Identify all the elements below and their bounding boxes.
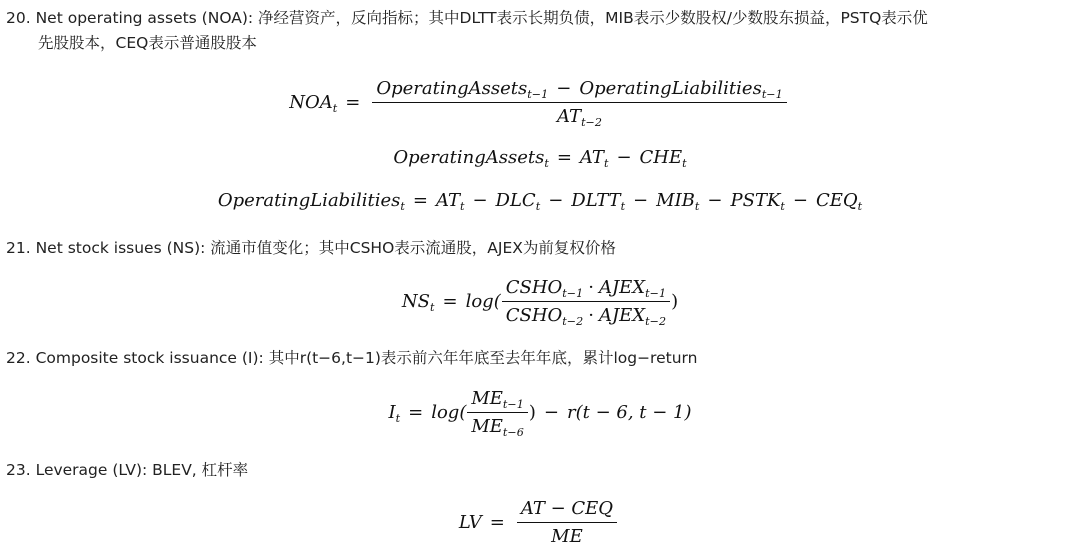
equals-sign: = <box>556 147 572 168</box>
equation-operating-assets <box>0 147 1080 168</box>
fraction-numerator: OperatingAssets$_{t-1}$ − OperatingLiabilities$_{t-1}$ <box>372 78 786 103</box>
eq-term: $MIB_t$ <box>656 190 700 213</box>
equation-noa <box>0 78 1080 127</box>
eq-lhs: $NOA_t$ <box>289 92 338 115</box>
log-function: log( <box>465 291 501 312</box>
log-function: log( <box>431 402 467 423</box>
eq-term: $PSTK_t$ <box>730 190 785 213</box>
fraction-denominator: ME <box>551 526 583 547</box>
fraction-denominator: $AT_{t-2}$ <box>557 106 603 129</box>
eq-term: $DLC_t$ <box>495 190 541 213</box>
item-21-title: 21. Net stock issues (NS): 流通市值变化；其中CSHO表示流通股，AJEX为前复权价格 <box>6 239 616 257</box>
equation-composite-issuance <box>0 388 1080 437</box>
minus-sign: − <box>543 402 559 423</box>
minus-sign: − <box>472 190 488 211</box>
fraction <box>372 78 786 127</box>
item-22-title: 22. Composite stock issuance (I): 其中r(t−6,t−1)表示前六年年底至去年年底，累计log−return <box>6 349 698 367</box>
fraction-numerator: $CSHO_{t-1}$ · $AJEX_{t-1}$ <box>502 277 670 302</box>
item-20-title <box>6 6 928 56</box>
equation-operating-liabilities <box>0 190 1080 211</box>
eq-term: $AT_t$ <box>435 190 465 213</box>
equals-sign: = <box>408 402 424 423</box>
minus-sign: − <box>548 190 564 211</box>
minus-sign: − <box>707 190 723 211</box>
minus-sign: − <box>633 190 649 211</box>
fraction <box>502 277 670 326</box>
fraction <box>517 498 617 547</box>
close-paren: ) <box>671 291 679 312</box>
fraction-denominator: $ME_{t-6}$ <box>471 416 524 439</box>
eq-term: $AT_t$ <box>579 147 609 170</box>
return-term: r(t − 6, t − 1) <box>566 402 692 423</box>
fraction <box>467 388 528 437</box>
eq-term: $DLTT_t$ <box>571 190 626 213</box>
equals-sign: = <box>489 512 505 533</box>
eq-term: $CHE_t$ <box>639 147 687 170</box>
equation-ns <box>0 277 1080 326</box>
eq-lhs: OperatingLiabilities$_t$ <box>217 190 405 213</box>
fraction-denominator: $CSHO_{t-2}$ · $AJEX_{t-2}$ <box>505 305 667 328</box>
equals-sign: = <box>412 190 428 211</box>
eq-lhs: $NS_t$ <box>401 291 435 314</box>
item-20-title-line2: 先股股本，CEQ表示普通股股本 <box>38 34 257 52</box>
minus-sign: − <box>792 190 808 211</box>
close-paren: ) <box>528 402 536 423</box>
eq-lhs: OperatingAssets$_t$ <box>393 147 549 170</box>
eq-term: $CEQ_t$ <box>815 190 863 213</box>
eq-lhs: $I_t$ <box>388 402 401 425</box>
item-23-title: 23. Leverage (LV): BLEV, 杠杆率 <box>6 461 249 479</box>
item-20-title-line1: 20. Net operating assets (NOA): 净经营资产，反向指标；其中DLTT表示长期负债，MIB表示少数股权/少数股东损益，PSTQ表示优 <box>6 9 928 27</box>
equals-sign: = <box>345 92 361 113</box>
equals-sign: = <box>442 291 458 312</box>
fraction-numerator: AT − CEQ <box>517 498 617 523</box>
eq-lhs: LV <box>458 512 482 533</box>
minus-sign: − <box>616 147 632 168</box>
fraction-numerator: $ME_{t-1}$ <box>467 388 528 413</box>
equation-leverage <box>0 498 1080 547</box>
